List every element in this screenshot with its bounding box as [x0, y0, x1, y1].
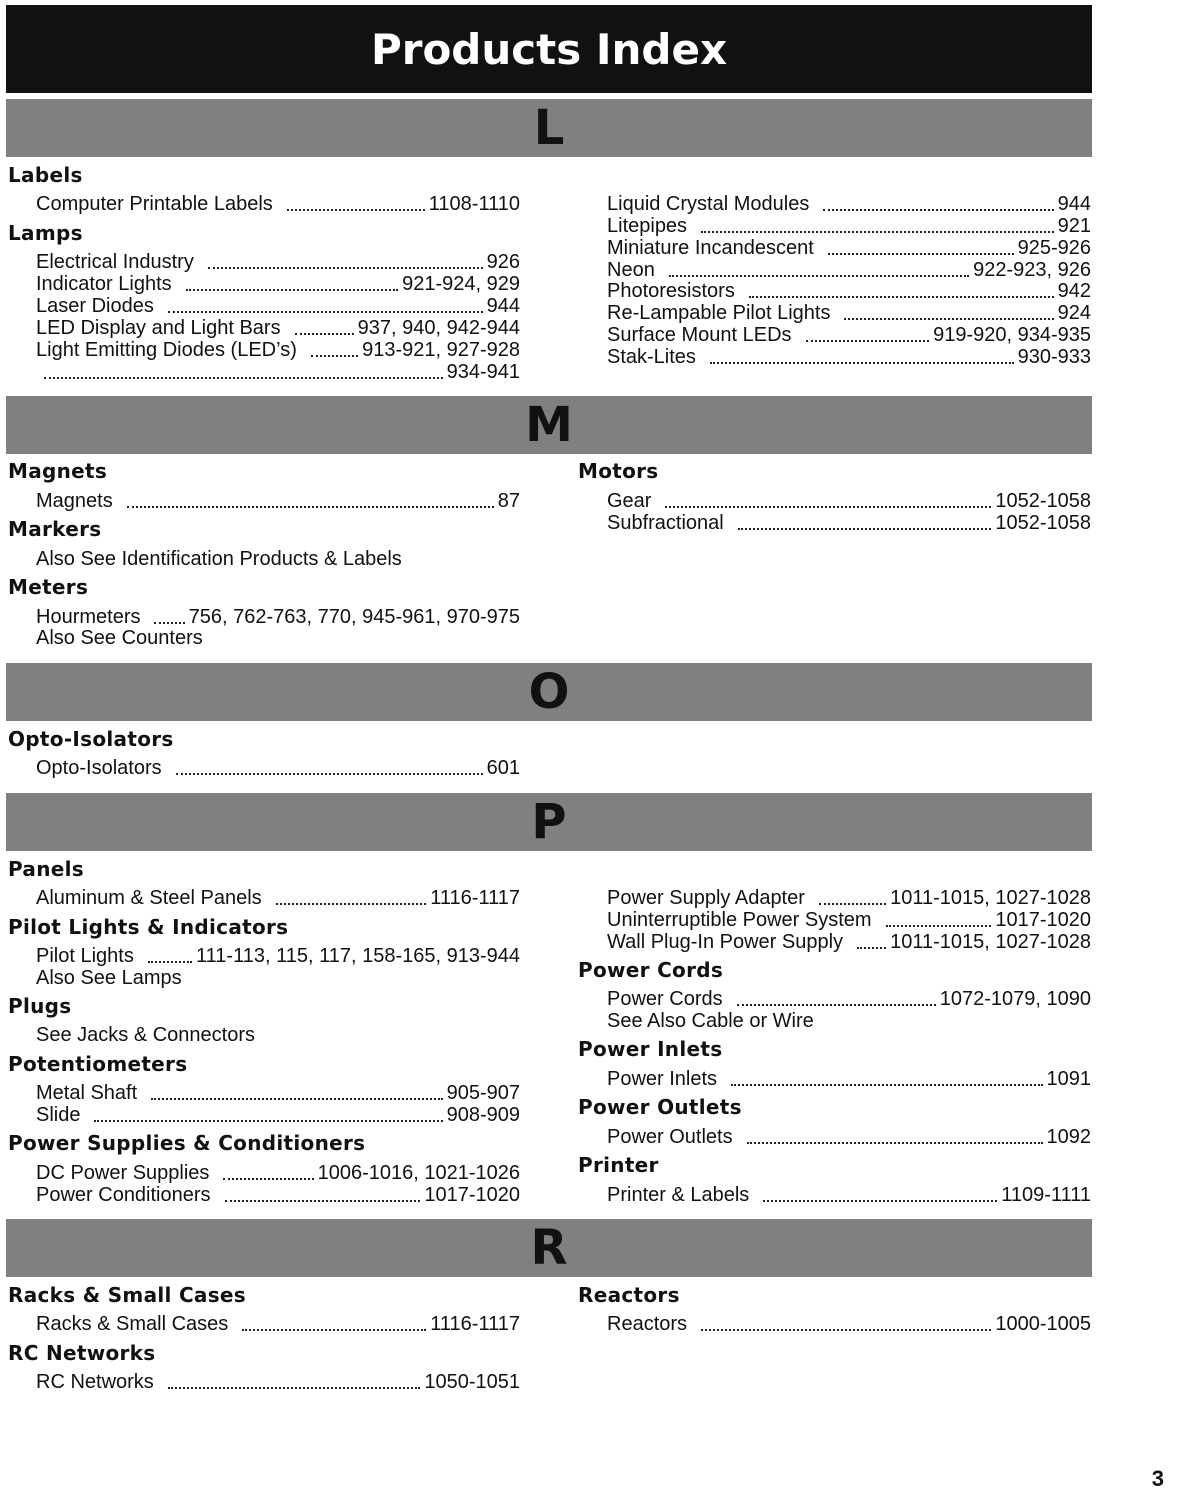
category-markers: Markers	[8, 517, 102, 541]
index-entry: Light Emitting Diodes (LED’s) 913-921, 927-928	[36, 339, 520, 361]
category-rc-networks: RC Networks	[8, 1341, 156, 1365]
see-also-note: See Also Cable or Wire	[607, 1010, 814, 1032]
index-entry: Stak-Lites 930-933	[607, 346, 1091, 368]
section-header-o: O	[6, 663, 1092, 721]
index-entry: Surface Mount LEDs 919-920, 934-935	[607, 324, 1091, 346]
index-entry: Opto-Isolators 601	[36, 757, 520, 779]
page-number: 3	[1151, 1466, 1164, 1491]
index-entry: Re-Lampable Pilot Lights 924	[607, 302, 1091, 324]
index-entry: Litepipes 921	[607, 215, 1091, 237]
category-racks: Racks & Small Cases	[8, 1283, 246, 1307]
index-entry: LED Display and Light Bars 937, 940, 942-944	[36, 317, 520, 339]
index-entry: Magnets 87	[36, 490, 520, 512]
index-entry: Power Inlets 1091	[607, 1068, 1091, 1090]
category-potentiometers: Potentiometers	[8, 1052, 188, 1076]
index-entry: Reactors 1000-1005	[607, 1313, 1091, 1335]
category-power-outlets: Power Outlets	[578, 1095, 742, 1119]
index-entry: Indicator Lights 921-924, 929	[36, 273, 520, 295]
index-entry: Metal Shaft 905-907	[36, 1082, 520, 1104]
see-also-note: Also See Lamps	[36, 967, 182, 989]
index-entry: Slide 908-909	[36, 1104, 520, 1126]
index-entry: Power Cords 1072-1079, 1090	[607, 988, 1091, 1010]
category-plugs: Plugs	[8, 994, 72, 1018]
index-entry: Laser Diodes 944	[36, 295, 520, 317]
section-header-p: P	[6, 793, 1092, 851]
section-header-l: L	[6, 99, 1092, 157]
index-entry: Liquid Crystal Modules 944	[607, 193, 1091, 215]
category-opto-isolators: Opto-Isolators	[8, 727, 174, 751]
index-entry: Pilot Lights 111-113, 115, 117, 158-165, 913-944	[36, 945, 520, 967]
index-entry: DC Power Supplies 1006-1016, 1021-1026	[36, 1162, 520, 1184]
category-magnets: Magnets	[8, 459, 108, 483]
index-entry: Gear 1052-1058	[607, 490, 1091, 512]
section-header-m: M	[6, 396, 1092, 454]
index-entry: Aluminum & Steel Panels 1116-1117	[36, 887, 520, 909]
category-printer: Printer	[578, 1153, 659, 1177]
category-pilot-lights: Pilot Lights & Indicators	[8, 915, 289, 939]
index-entry: RC Networks 1050-1051	[36, 1371, 520, 1393]
index-entry: Miniature Incandescent 925-926	[607, 237, 1091, 259]
index-entry: Printer & Labels 1109-1111	[607, 1184, 1091, 1206]
category-meters: Meters	[8, 575, 89, 599]
category-power-cords: Power Cords	[578, 958, 724, 982]
index-entry: Neon 922-923, 926	[607, 259, 1091, 281]
category-lamps: Lamps	[8, 221, 83, 245]
category-labels: Labels	[8, 163, 83, 187]
category-power-inlets: Power Inlets	[578, 1037, 723, 1061]
page-title: Products Index	[6, 5, 1092, 93]
see-also-note: See Jacks & Connectors	[36, 1024, 255, 1046]
category-power-supplies: Power Supplies & Conditioners	[8, 1131, 366, 1155]
index-entry: Electrical Industry 926	[36, 251, 520, 273]
index-entry: Wall Plug-In Power Supply 1011-1015, 1027-1028	[607, 931, 1091, 953]
index-entry: Uninterruptible Power System 1017-1020	[607, 909, 1091, 931]
index-entry: Power Outlets 1092	[607, 1126, 1091, 1148]
section-header-r: R	[6, 1219, 1092, 1277]
index-entry: Power Conditioners 1017-1020	[36, 1184, 520, 1206]
index-entry: 934-941	[30, 361, 520, 383]
index-entry: Racks & Small Cases 1116-1117	[36, 1313, 520, 1335]
category-reactors: Reactors	[578, 1283, 680, 1307]
index-entry: Hourmeters 756, 762-763, 770, 945-961, 970-975	[36, 606, 520, 628]
category-motors: Motors	[578, 459, 659, 483]
index-entry: Subfractional 1052-1058	[607, 512, 1091, 534]
see-also-note: Also See Identification Products & Labels	[36, 548, 402, 570]
see-also-note: Also See Counters	[36, 627, 203, 649]
index-entry: Computer Printable Labels 1108-1110	[36, 193, 520, 215]
category-panels: Panels	[8, 857, 84, 881]
index-entry: Power Supply Adapter 1011-1015, 1027-1028	[607, 887, 1091, 909]
index-entry: Photoresistors 942	[607, 280, 1091, 302]
